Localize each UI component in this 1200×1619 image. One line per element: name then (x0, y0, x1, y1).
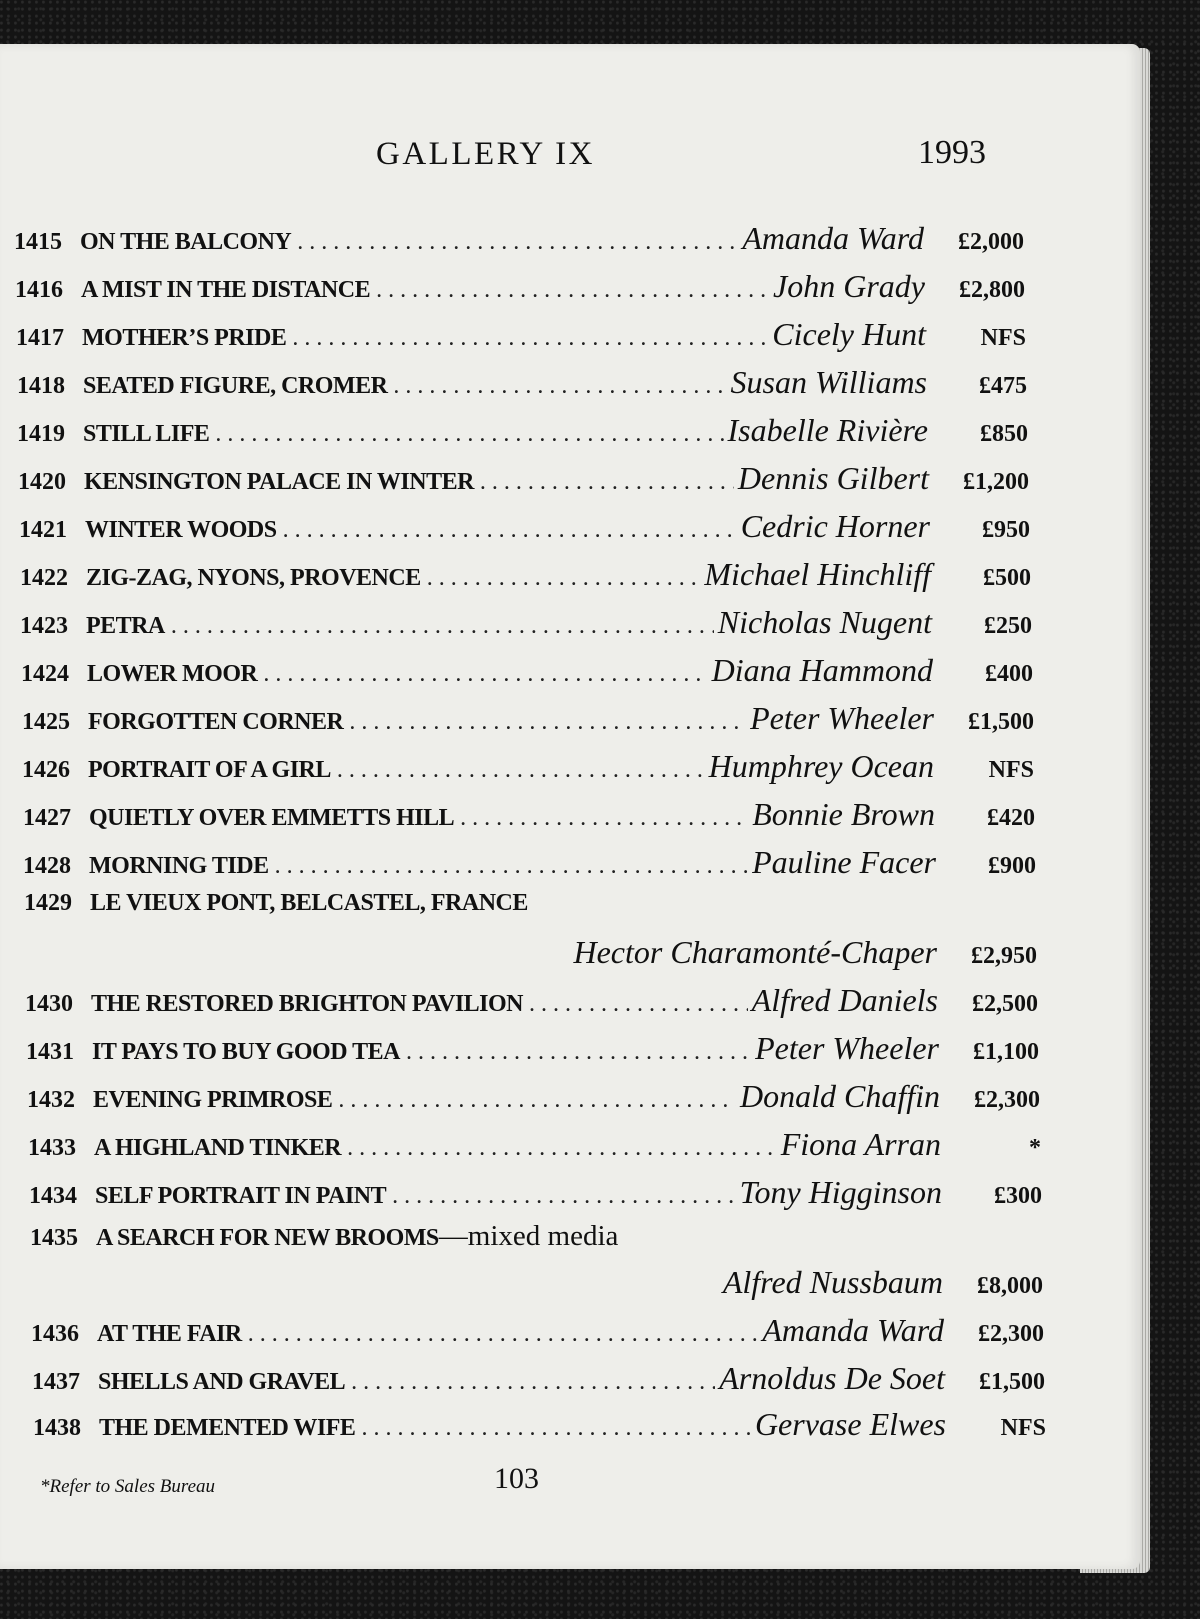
artwork-title: IT PAYS TO BUY GOOD TEA (92, 1039, 400, 1065)
dot-leader (349, 709, 746, 736)
artist-name: Pauline Facer (752, 844, 936, 880)
entry-row-continuation (30, 1264, 1043, 1304)
artist-name: Peter Wheeler (750, 700, 934, 736)
dot-leader (171, 613, 714, 640)
price: £1,200 (963, 469, 1029, 495)
price: £250 (984, 613, 1032, 639)
entry-row (27, 1078, 1040, 1118)
price: £2,000 (958, 229, 1024, 255)
entry-row (19, 508, 1030, 548)
artwork-title: AT THE FAIR (97, 1321, 242, 1347)
artwork-title: A HIGHLAND TINKER (94, 1135, 342, 1161)
price: NFS (988, 757, 1034, 783)
entry-row (31, 1312, 1044, 1352)
dot-leader (351, 1369, 715, 1396)
artwork-title: SEATED FIGURE, CROMER (83, 373, 388, 399)
dot-leader (215, 421, 723, 448)
entry-row (16, 316, 1026, 356)
lot-number: 1420 (18, 469, 66, 495)
artist-name: Bonnie Brown (752, 796, 935, 832)
artist-name: Donald Chaffin (739, 1078, 940, 1114)
lot-number: 1419 (17, 421, 65, 447)
artwork-title: STILL LIFE (83, 421, 210, 447)
dot-leader (392, 1183, 735, 1210)
price: £900 (988, 853, 1036, 879)
artwork-title: SELF PORTRAIT IN PAINT (95, 1183, 387, 1209)
artwork-title: THE DEMENTED WIFE (99, 1415, 356, 1441)
lot-number: 1429 (24, 890, 72, 916)
price: £475 (979, 373, 1027, 399)
lot-number: 1436 (31, 1321, 79, 1347)
entry-row (29, 1174, 1042, 1214)
lot-number: 1427 (23, 805, 71, 831)
artwork-title: QUIETLY OVER EMMETTS HILL (89, 805, 455, 831)
lot-number: 1426 (22, 757, 70, 783)
artwork-title: KENSINGTON PALACE IN WINTER (84, 469, 474, 495)
entry-row (26, 1030, 1039, 1070)
entry-row (30, 1220, 1043, 1260)
artwork-title: LE VIEUX PONT, BELCASTEL, FRANCE (90, 890, 528, 916)
lot-number: 1432 (27, 1087, 75, 1113)
lot-number: 1425 (22, 709, 70, 735)
artwork-title: ZIG-ZAG, NYONS, PROVENCE (86, 565, 421, 591)
artwork-title: PORTRAIT OF A GIRL (88, 757, 331, 783)
lot-number: 1417 (16, 325, 64, 351)
entries-list (0, 44, 1140, 1569)
lot-number: 1435 (30, 1225, 78, 1251)
entry-row (18, 460, 1029, 500)
artwork-title: MORNING TIDE (89, 853, 269, 879)
price: £1,500 (968, 709, 1034, 735)
artwork-title: MOTHER’S PRIDE (82, 325, 287, 351)
dot-leader (361, 1415, 751, 1442)
entry-row (22, 748, 1034, 788)
price: £1,500 (979, 1369, 1045, 1395)
price: NFS (980, 325, 1026, 351)
dot-leader (338, 1087, 736, 1114)
catalogue-year: 1993 (918, 134, 986, 171)
dot-leader (275, 853, 748, 880)
artist-name: Tony Higginson (739, 1174, 942, 1210)
artist-name: Gervase Elwes (754, 1406, 946, 1442)
entry-row (15, 268, 1025, 308)
artist-name: Peter Wheeler (755, 1030, 939, 1066)
dot-leader (460, 805, 748, 832)
entry-row (21, 652, 1033, 692)
lot-number: 1437 (32, 1369, 80, 1395)
price: £300 (994, 1183, 1042, 1209)
lot-number: 1415 (14, 229, 62, 255)
price: £2,800 (959, 277, 1025, 303)
gallery-title: GALLERY IX (376, 136, 596, 172)
artist-name: Hector Charamonté-Chaper (573, 934, 937, 970)
artwork-title: WINTER WOODS (85, 517, 277, 543)
entry-row (32, 1360, 1045, 1400)
artwork-title: FORGOTTEN CORNER (88, 709, 344, 735)
entry-row (14, 220, 1024, 260)
entry-row (20, 604, 1032, 644)
dot-leader (347, 1135, 777, 1162)
artwork-title: EVENING PRIMROSE (93, 1087, 333, 1113)
lot-number: 1421 (19, 517, 67, 543)
price: * (1029, 1135, 1041, 1161)
entry-row (33, 1406, 1046, 1446)
dot-leader (393, 373, 726, 400)
dot-leader (406, 1039, 751, 1066)
artwork-medium: —mixed media (438, 1220, 619, 1252)
price: £1,100 (973, 1039, 1039, 1065)
artwork-title: A MIST IN THE DISTANCE (81, 277, 371, 303)
artist-name: John Grady (773, 268, 925, 304)
artist-name: Diana Hammond (711, 652, 933, 688)
dot-leader (263, 661, 707, 688)
lot-number: 1424 (21, 661, 69, 687)
entry-row-continuation (24, 934, 1037, 974)
entry-row (23, 844, 1036, 884)
artwork-title: LOWER MOOR (87, 661, 258, 687)
lot-number: 1430 (25, 991, 73, 1017)
artist-name: Dennis Gilbert (737, 460, 929, 496)
price: NFS (1000, 1415, 1046, 1441)
artist-name: Humphrey Ocean (708, 748, 934, 784)
lot-number: 1438 (33, 1415, 81, 1441)
artist-name: Nicholas Nugent (717, 604, 932, 640)
price: £850 (980, 421, 1028, 447)
page-number: 103 (494, 1462, 539, 1495)
lot-number: 1418 (17, 373, 65, 399)
artist-name: Isabelle Rivière (727, 412, 928, 448)
entry-row (25, 982, 1038, 1022)
dot-leader (283, 517, 737, 544)
artist-name: Cedric Horner (740, 508, 930, 544)
entry-row (23, 796, 1035, 836)
dot-leader (427, 565, 701, 592)
artist-name: Amanda Ward (762, 1312, 944, 1348)
footnote: *Refer to Sales Bureau (40, 1476, 216, 1497)
artwork-title: A SEARCH FOR NEW BROOMS (96, 1225, 439, 1251)
artist-name: Fiona Arran (780, 1126, 941, 1162)
lot-number: 1428 (23, 853, 71, 879)
price: £2,300 (974, 1087, 1040, 1113)
entry-row (28, 1126, 1041, 1166)
entry-row (17, 364, 1027, 404)
dot-leader (376, 277, 769, 304)
lot-number: 1431 (26, 1039, 74, 1065)
entry-row (17, 412, 1028, 452)
catalogue-page (0, 44, 1140, 1569)
entry-row (22, 700, 1034, 740)
dot-leader (292, 325, 768, 352)
price: £2,500 (972, 991, 1038, 1017)
dot-leader (337, 757, 705, 784)
artist-name: Alfred Nussbaum (722, 1264, 943, 1300)
artist-name: Arnoldus De Soet (719, 1360, 945, 1396)
artist-name: Amanda Ward (742, 220, 924, 256)
dot-leader (248, 1321, 759, 1348)
price: £8,000 (977, 1273, 1043, 1299)
lot-number: 1433 (28, 1135, 76, 1161)
artist-name: Susan Williams (730, 364, 927, 400)
dot-leader (480, 469, 734, 496)
artwork-title: PETRA (86, 613, 165, 639)
lot-number: 1422 (20, 565, 68, 591)
artwork-title: SHELLS AND GRAVEL (98, 1369, 346, 1395)
dot-leader (529, 991, 748, 1018)
lot-number: 1423 (20, 613, 68, 639)
artwork-title: THE RESTORED BRIGHTON PAVILION (91, 991, 524, 1017)
price: £500 (983, 565, 1031, 591)
lot-number: 1434 (29, 1183, 77, 1209)
entry-row (24, 890, 1037, 930)
price: £420 (987, 805, 1035, 831)
entry-row (20, 556, 1031, 596)
lot-number: 1416 (15, 277, 63, 303)
dot-leader (297, 229, 738, 256)
artist-name: Cicely Hunt (772, 316, 926, 352)
price: £2,950 (971, 943, 1037, 969)
artist-name: Alfred Daniels (751, 982, 938, 1018)
artwork-title: ON THE BALCONY (80, 229, 292, 255)
price: £400 (985, 661, 1033, 687)
price: £950 (982, 517, 1030, 543)
artist-name: Michael Hinchliff (704, 556, 931, 592)
price: £2,300 (978, 1321, 1044, 1347)
